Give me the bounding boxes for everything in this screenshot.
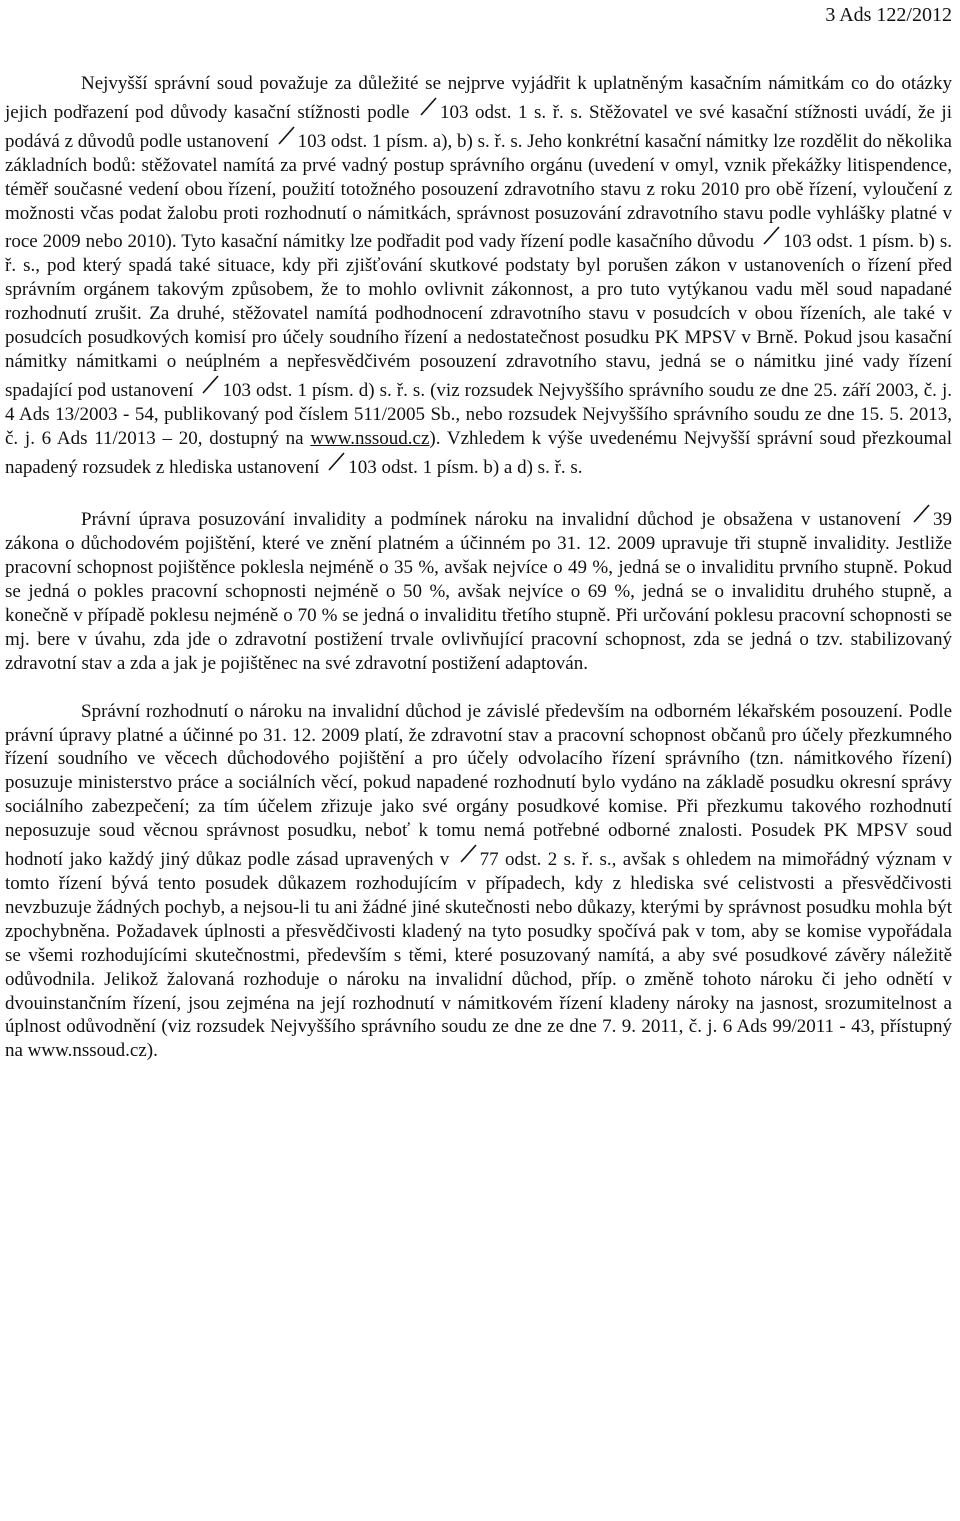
paragraph-medical-assessment — [5, 700, 952, 1064]
section-sign-icon — [909, 503, 933, 525]
text-run: 103 odst. 1 písm. a), b) s. ř. s. Jeho konkrétní kasační námitky lze rozdělit do několika základních bodů: stěžovatel namítá za prvé vadný postup správního orgánu (uvedení v omyl, vznik překážky litispendence, téměř současné vedení obou řízení, použití totožného posouzení zdravotního stavu z roku 2010 pro obě řízení, vyloučení z možnosti včas podat žalobu proti rozhodnutí o námitkách, správnost posuzování zdravotního stavu podle vyhlášky platné v roce 2009 nebo 2010). Tyto kasační námitky lze podřadit pod vady řízení podle kasačního důvodu — [5, 130, 952, 253]
text-run: 103 odst. 1 písm. d) s. ř. s. (viz rozsudek Nejvyššího správního soudu ze dne 25. září 2003, č. j. 4 Ads 13/2003 - 54, publikovaný pod číslem 511/2005 Sb., nebo rozsudek Nejvyššího správního soudu ze dne 15. 5. 2013, č. j. 6 Ads 11/2013 – 20, dostupný na — [5, 379, 952, 449]
text-run: Nejvyšší správní soud považuje za důležité se nejprve vyjádřit k uplatněným kasačním námitkám co do otázky jejich podřazení pod důvody kasační stížnosti podle — [5, 73, 952, 123]
text-run: ). Vzhledem k výše uvedenému Nejvyšší správní soud přezkoumal napadený rozsudek z hlediska ustanovení — [5, 427, 952, 478]
section-sign-icon — [456, 843, 480, 865]
text-run: 103 odst. 1 písm. b) a d) s. ř. s. — [348, 456, 583, 478]
text-run: 39 zákona o důchodovém pojištění, které ve znění platném a účinném po 31. 12. 2009 upravuje tři stupně invalidity. Jestliže pracovní schopnost pojištěnce poklesla nejméně o 35 %, avšak nejvíce o 49 %, jedná se o invaliditu prvního stupně. Pokud se jedná o pokles pracovní schopnosti nejméně o 50 %, avšak nejvíce o 69 %, jedná se o invaliditu druhého stupně, a konečně v případě poklesu nejméně o 70 % se jedná o invaliditu třetího stupně. Při určování poklesu pracovní schopnosti se mj. bere v úvahu, zda jde o zdravotní postižení trvale ovlivňující pracovní schopnost, zda se jedná o tzv. stabilizovaný zdravotní stav a zda a jak je pojištěnec na své zdravotní postižení adaptován. — [5, 509, 952, 674]
section-sign-icon — [324, 451, 348, 473]
paragraph-invalidity-law — [5, 503, 952, 675]
section-sign-icon — [198, 374, 222, 396]
section-sign-icon — [416, 96, 440, 118]
document-body — [5, 72, 952, 1063]
text-run: 103 odst. 1 s. ř. s. Stěžovatel ve své kasační stížnosti uvádí, že ji podává z důvodů podle ustanovení — [5, 101, 952, 152]
case-number: 3 Ads 122/2012 — [825, 4, 952, 26]
section-sign-icon — [274, 125, 298, 147]
text-run: Právní úprava posuzování invalidity a podmínek nároku na invalidní důchod je obsažena v ustanovení — [81, 509, 909, 531]
web-link[interactable]: www.nssoud.cz — [310, 427, 430, 449]
text-run: 77 odst. 2 s. ř. s., avšak s ohledem na mimořádný význam v tomto řízení bývá tento posudek důkazem rozhodujícím v případech, kdy z hlediska své celistvosti a přesvědčivosti nevzbuzuje žádných pochyb, a nejsou-li tu ani žádné jiné skutečnosti nebo důkazy, kterými by správnost posudku mohla být zpochybněna. Požadavek úplnosti a přesvědčivosti kladený na tyto posudky spočívá pak v tom, aby se komise vypořádala se všemi rozhodujícími skutečnostmi, především s těmi, které posuzovaný namítá, a aby své posudkové závěry náležitě odůvodnila. Jelikož žalovaná rozhoduje o nároku na invalidní důchod, příp. o změně tohoto nároku či jeho odnětí v dvouinstančním řízení, jsou zejména na její rozhodnutí v námitkovém řízení kladeny nároky na jasnost, srozumitelnost a úplnost odůvodnění (viz rozsudek Nejvyššího správního soudu ze dne ze dne 7. 9. 2011, č. j. 6 Ads 99/2011 - 43, přístupný na www.nssoud.cz). — [5, 849, 952, 1062]
section-sign-icon — [759, 225, 783, 247]
text-run: Správní rozhodnutí o nároku na invalidní důchod je závislé především na odborném lékařském posouzení. Podle právní úpravy platné a účinné po 31. 12. 2009 platí, že zdravotní stav a pracovní schopnost občanů pro účely přezkumného řízení soudního ve věcech důchodového pojištění a pro účely odvolacího řízení správního (tzn. námitkového řízení) posuzuje ministerstvo práce a sociálních věcí, pokud napadené rozhodnutí bylo vydáno na základě posudku okresní správy sociálního zabezpečení; za tím účelem zřizuje jako své orgány posudkové komise. Při přezkumu takového rozhodnutí neposuzuje soud věcnou správnost posudku, neboť k tomu nemá potřebné odborné znalosti. Posudek PK MPSV soud hodnotí jako každý jiný důkaz podle zásad upravených v — [5, 700, 952, 871]
text-run: 103 odst. 1 písm. b) s. ř. s., pod který spadá také situace, kdy při zjišťování skutkové podstaty byl porušen zákon v ustanoveních o řízení před správním orgánem takovým způsobem, že to mohlo ovlivnit zákonnost, a pro tuto vytýkanou vadu měl soud napadané rozhodnutí zrušit. Za druhé, stěžovatel namítá podhodnocení zdravotního stavu v posudcích v obou řízeních, ale také v posudcích posudkových komisí pro účely soudního řízení a nedostatečnost posudku PK MPSV v Brně. Pokud jsou kasační námitky námitkami o neúplném a nepřesvědčivém posouzení zdravotního stavu, jedná se o námitku jiné vady řízení spadající pod ustanovení — [5, 231, 952, 401]
paragraph-cassation-grounds — [5, 72, 952, 480]
